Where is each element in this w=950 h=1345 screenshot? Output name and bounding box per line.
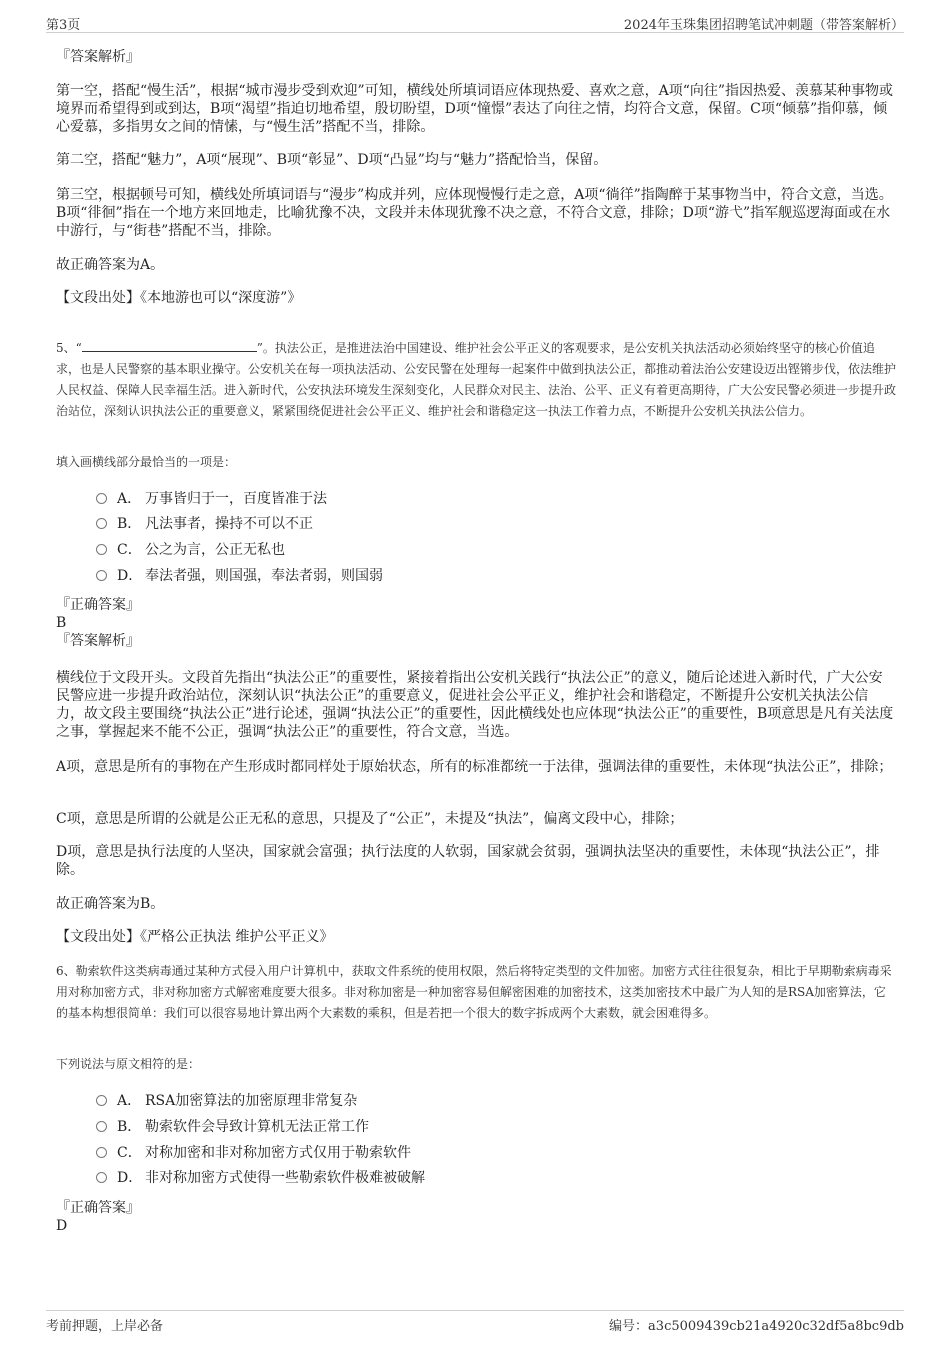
fill-blank	[82, 340, 257, 352]
q6-correct-answer: D	[56, 1218, 68, 1234]
q5-option-b[interactable]: B． 凡法事者，操持不可以不正	[96, 515, 313, 533]
q5-conclusion: 故正确答案为B。	[56, 896, 165, 912]
q4-analysis-label-block	[56, 48, 896, 66]
q5-analysis-a: A项，意思是所有的事物在产生形成时都同样处于原始状态，所有的标准都统一于法律，强调法律的重要性，未体现“执法公正”，排除；	[56, 759, 893, 775]
q6-correct-label: 『正确答案』	[56, 1200, 140, 1216]
q5-option-d[interactable]: D． 奉法者强，则国强，奉法者弱，则国弱	[96, 567, 383, 585]
q5-stem: 5、“ ”。执法公正，是推进法治中国建设、维护社会公平正义的客观要求，是公安机关执法活动必须始终坚守的核心价值追求，也是人民警察的基本职业操守。公安机关在每一项执法活动、公安民警在处理每一起案件中做到执法公正，都推动着法治公安建设迈出铿锵步伐，依法维护人民权益、保障人民幸福生活。进入新时代，公安执法环境发生深刻变化，人民群众对民主、法治、公平、正义有着更高期待，广大公安民警必须进一步提升政治站位，深刻认识执法公正的重要意义，紧紧围绕促进社会公平正义、维护社会和谐稳定这一执法工作着力点，不断提升公安机关执法公信力。	[56, 341, 897, 418]
radio-icon[interactable]	[96, 570, 107, 581]
q6-option-a[interactable]: A． RSA加密算法的加密原理非常复杂	[96, 1092, 357, 1110]
radio-icon[interactable]	[96, 544, 107, 555]
q5-correct-block	[56, 596, 896, 650]
q5-analysis-para1: 横线位于文段开头。文段首先指出“执法公正”的重要性，紧接着指出公安机关践行“执法公正”的意义，随后论述进入新时代，广大公安民警应进一步提升政治站位，深刻认识“执法公正”的重要意义，促进社会公平正义，维护社会和谐稳定，不断提升公安机关执法公信力，故文段主要围绕“执法公正”进行论述，强调“执法公正”的重要性，因此横线处也应体现“执法公正”的重要性，B项意思是凡有关法度之事，掌握起来不能不公正，强调“执法公正”的重要性，符合文意，当选。	[56, 670, 894, 740]
radio-icon[interactable]	[96, 493, 107, 504]
q5-analysis-d: D项，意思是执行法度的人坚决，国家就会富强；执行法度的人软弱，国家就会贫弱，强调执法坚决的重要性，未体现“执法公正”，排除。	[56, 844, 880, 878]
q6-correct-block	[56, 1199, 896, 1235]
q4-analysis-label: 『答案解析』	[56, 49, 140, 65]
q6-option-b[interactable]: B． 勒索软件会导致计算机无法正常工作	[96, 1118, 369, 1136]
radio-icon[interactable]	[96, 1172, 107, 1183]
q4-para2: 第二空，搭配“魅力”，A项“展现”、B项“彰显”、D项“凸显”均与“魅力”搭配恰当，保留。	[56, 152, 608, 168]
q4-para3: 第三空，根据顿号可知，横线处所填词语与“漫步”构成并列，应体现慢慢行走之意，A项“徜徉”指陶醉于某事物当中，符合文意，当选。B项“徘徊”指在一个地方来回地走，比喻犹豫不决，文段并未体现犹豫不决之意，不符合文意，排除；D项“游弋”指军舰巡逻海面或在水中游行，与“街巷”搭配不当，排除。	[56, 187, 893, 239]
radio-icon[interactable]	[96, 1095, 107, 1106]
q6-option-c[interactable]: C． 对称加密和非对称加密方式仅用于勒索软件	[96, 1144, 411, 1162]
q5-option-c[interactable]: C． 公之为言，公正无私也	[96, 541, 285, 559]
footer-serial: 编号：a3c5009439cb21a4920c32df5a8bc9db	[609, 1319, 904, 1334]
q6-stem: 6、勒索软件这类病毒通过某种方式侵入用户计算机中，获取文件系统的使用权限，然后将特定类型的文件加密。加密方式往往很复杂，相比于早期勒索病毒采用对称加密方式，非对称加密方式解密难度要大很多。非对称加密是一种加密容易但解密困难的加密技术，这类加密技术中最广为人知的是RSA加密算法，它的基本构想很简单：我们可以很容易地计算出两个大素数的乘积，但是若把一个很大的数字拆成两个大素数，就会困难得多。	[56, 964, 892, 1020]
radio-icon[interactable]	[96, 1147, 107, 1158]
q5-analysis-label: 『答案解析』	[56, 633, 140, 649]
q4-source: 【文段出处】《本地游也可以“深度游”》	[56, 290, 302, 306]
q5-option-a[interactable]: A． 万事皆归于一，百度皆准于法	[96, 490, 327, 508]
q6-option-d[interactable]: D． 非对称加密方式使得一些勒索软件极难被破解	[96, 1169, 425, 1187]
page-footer	[46, 1310, 904, 1337]
page-header	[46, 10, 904, 33]
q4-para1: 第一空，搭配“慢生活”，根据“城市漫步受到欢迎”可知，横线处所填词语应体现热爱、喜欢之意，A项“向往”指因热爱、羡慕某种事物或境界而希望得到或到达，B项“渴望”指迫切地希望，殷切盼望，D项“憧憬”表达了向往之情，均符合文意，保留。C项“倾慕”指仰慕，倾心爱慕，多指男女之间的情愫，与“慢生活”搭配不当，排除。	[56, 83, 894, 135]
q5-analysis-c: C项，意思是所谓的公就是公正无私的意思，只提及了“公正”，未提及“执法”，偏离文段中心，排除；	[56, 811, 684, 827]
document-title: 2024年玉珠集团招聘笔试冲刺题（带答案解析）	[623, 18, 904, 33]
q4-conclusion: 故正确答案为A。	[56, 257, 165, 273]
q5-correct-answer: B	[56, 615, 67, 631]
q5-correct-label: 『正确答案』	[56, 597, 140, 613]
radio-icon[interactable]	[96, 518, 107, 529]
footer-slogan: 考前押题，上岸必备	[46, 1319, 164, 1334]
radio-icon[interactable]	[96, 1121, 107, 1132]
q5-prompt: 填入画横线部分最恰当的一项是：	[56, 455, 237, 469]
q6-prompt: 下列说法与原文相符的是：	[56, 1057, 201, 1071]
page-number: 第3页	[46, 18, 81, 33]
q5-source: 【文段出处】《严格公正执法 维护公平正义》	[56, 929, 334, 945]
